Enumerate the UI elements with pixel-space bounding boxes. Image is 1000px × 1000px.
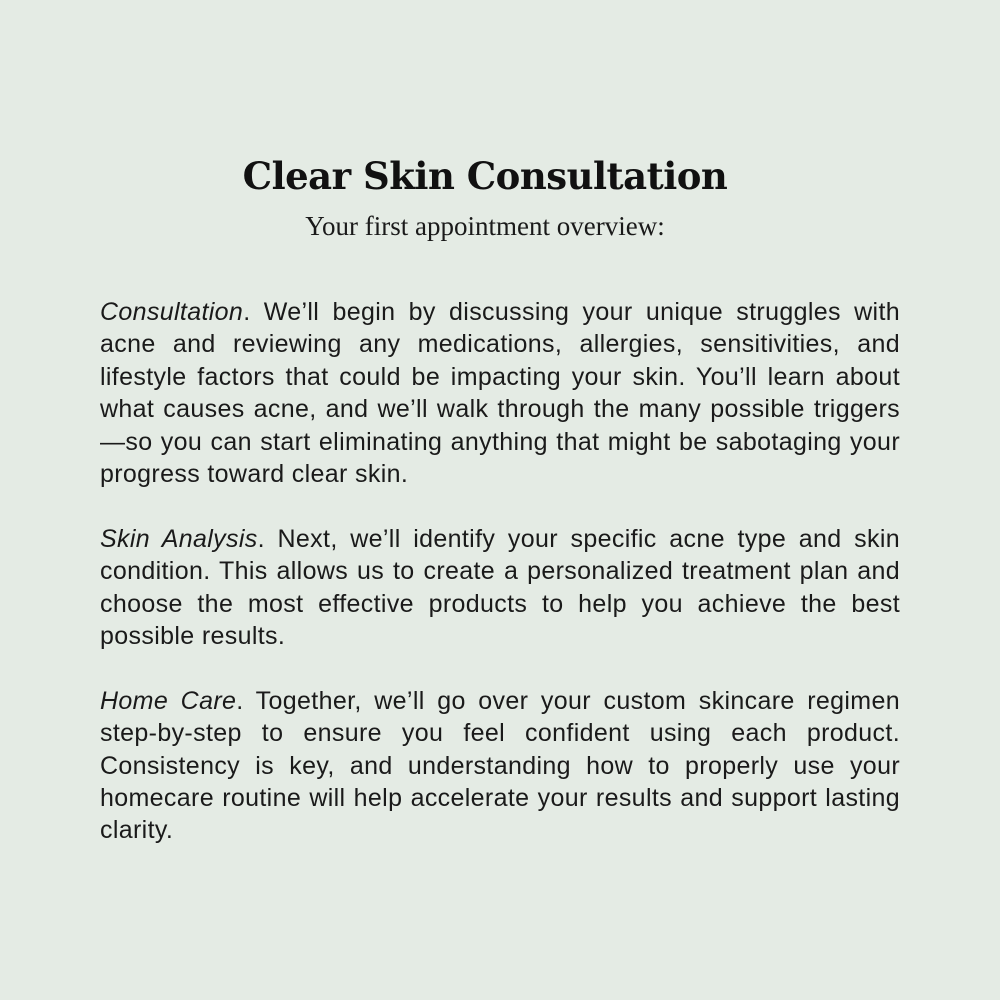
page-title: Clear Skin Consultation — [242, 154, 728, 198]
section-home-care — [100, 685, 900, 847]
section-lead: Home Care — [100, 686, 237, 715]
section-text: . We’ll begin by discussing your unique struggles with acne and reviewing any medications, allergies, sensitivities, and lifestyle factors that could be impacting your skin. You’ll learn about what causes acne, and we’ll walk through the many possible triggers—so you can start eliminating anything that might be sabotaging your progress toward clear skin. — [100, 298, 900, 489]
section-skin-analysis — [100, 523, 900, 653]
section-text: . Together, we’ll go over your custom skincare regimen step-by-step to ensure you feel confident using each product. Consistency is key, and understanding how to properly use your homecare routine will help accelerate your results and support lasting clarity. — [100, 686, 900, 845]
page-subtitle: Your first appointment overview: — [305, 211, 665, 241]
content-body — [100, 296, 900, 879]
section-lead: Skin Analysis — [100, 524, 258, 553]
section-consultation — [100, 296, 900, 490]
section-lead: Consultation — [100, 298, 244, 326]
section-text: . Next, we’ll identify your specific acne type and skin condition. This allows us to create a personalized treatment plan and choose the most effective products to help you achieve the best possible results. — [100, 524, 900, 651]
